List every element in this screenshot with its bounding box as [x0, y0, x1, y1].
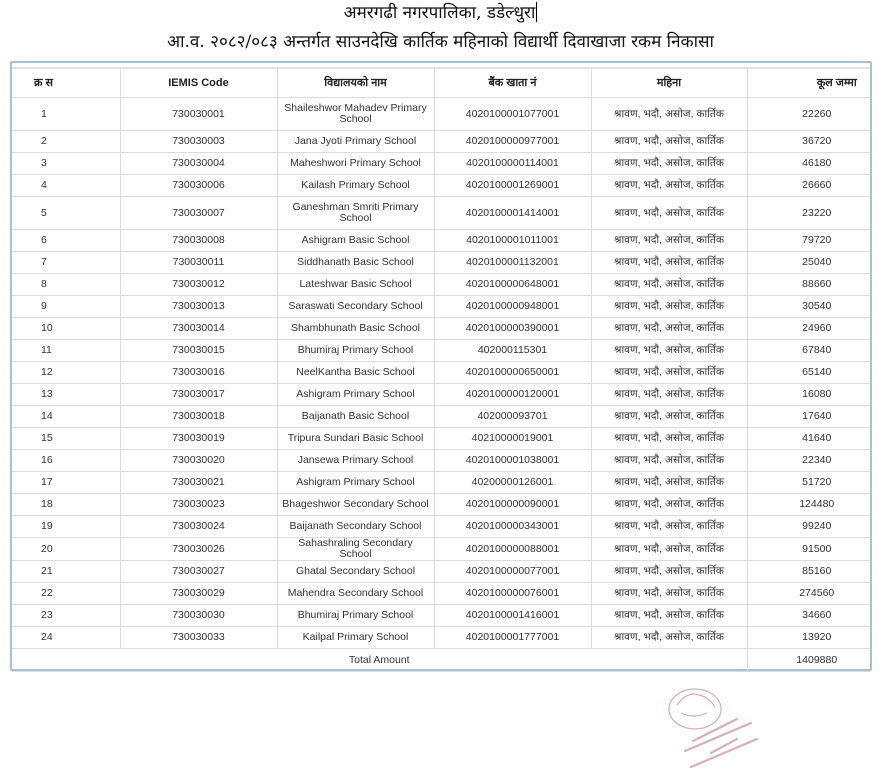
- cell-bank-account: 40200000126001: [434, 472, 591, 494]
- cell-months: श्रावण, भदौ, असोज, कार्तिक: [591, 538, 747, 561]
- cell-sn: 9: [12, 296, 120, 318]
- cell-bank-account: 402000093701: [434, 406, 591, 428]
- cell-iemis-code: 730030027: [120, 561, 277, 583]
- cell-amount: 13920: [747, 627, 870, 649]
- cell-bank-account: 4020100001269001: [434, 175, 591, 197]
- cell-iemis-code: 730030030: [120, 605, 277, 627]
- table-row: [12, 98, 870, 131]
- page-title: [0, 2, 881, 24]
- cell-school-name: Ashigram Basic School: [277, 230, 434, 252]
- cell-iemis-code: 730030012: [120, 274, 277, 296]
- cell-amount: 91500: [747, 538, 870, 561]
- cell-months: श्रावण, भदौ, असोज, कार्तिक: [591, 252, 747, 274]
- cell-amount: 16080: [747, 384, 870, 406]
- cell-school-name: Kailash Primary School: [277, 175, 434, 197]
- table-row: [12, 230, 870, 252]
- cell-amount: 41640: [747, 428, 870, 450]
- table-row: [12, 406, 870, 428]
- cell-months: श्रावण, भदौ, असोज, कार्तिक: [591, 605, 747, 627]
- table-row: [12, 583, 870, 605]
- cell-sn: 20: [12, 538, 120, 561]
- cell-bank-account: 402000115301: [434, 340, 591, 362]
- table-row: [12, 153, 870, 175]
- cell-sn: 8: [12, 274, 120, 296]
- cell-months: श्रावण, भदौ, असोज, कार्तिक: [591, 472, 747, 494]
- cell-iemis-code: 730030015: [120, 340, 277, 362]
- cell-school-name: Saraswati Secondary School: [277, 296, 434, 318]
- cell-bank-account: 4020100000090001: [434, 494, 591, 516]
- cell-amount: 34660: [747, 605, 870, 627]
- cell-bank-account: 4020100000114001: [434, 153, 591, 175]
- cell-sn: 6: [12, 230, 120, 252]
- cell-months: श्रावण, भदौ, असोज, कार्तिक: [591, 230, 747, 252]
- cell-school-name: Kailpal Primary School: [277, 627, 434, 649]
- table-row: [12, 362, 870, 384]
- cell-iemis-code: 730030004: [120, 153, 277, 175]
- cell-sn: 18: [12, 494, 120, 516]
- cell-months: श्रावण, भदौ, असोज, कार्तिक: [591, 197, 747, 230]
- cell-iemis-code: 730030026: [120, 538, 277, 561]
- cell-amount: 88660: [747, 274, 870, 296]
- cell-amount: 25040: [747, 252, 870, 274]
- cell-amount: 30540: [747, 296, 870, 318]
- cell-iemis-code: 730030016: [120, 362, 277, 384]
- seal-text-line-3: [711, 739, 737, 753]
- cell-iemis-code: 730030007: [120, 197, 277, 230]
- cell-amount: 23220: [747, 197, 870, 230]
- cell-amount: 124480: [747, 494, 870, 516]
- seal-emblem-mountain: [677, 694, 715, 707]
- cell-sn: 17: [12, 472, 120, 494]
- table-row: [12, 296, 870, 318]
- cell-iemis-code: 730030023: [120, 494, 277, 516]
- text-cursor: [536, 2, 537, 22]
- seal-emblem: [669, 689, 721, 729]
- cell-iemis-code: 730030003: [120, 131, 277, 153]
- table-spacer-row: [12, 672, 870, 678]
- column-header-account: बैंक खाता नं: [434, 68, 591, 98]
- cell-bank-account: 4020100001038001: [434, 450, 591, 472]
- cell-months: श्रावण, भदौ, असोज, कार्तिक: [591, 318, 747, 340]
- cell-school-name: Ganeshman Smriti Primary School: [277, 197, 434, 230]
- table-frame: [10, 61, 872, 671]
- cell-school-name: Ashigram Primary School: [277, 472, 434, 494]
- cell-amount: 17640: [747, 406, 870, 428]
- cell-bank-account: 4020100001777001: [434, 627, 591, 649]
- cell-amount: 85160: [747, 561, 870, 583]
- cell-bank-account: 4020100000977001: [434, 131, 591, 153]
- cell-bank-account: 4020100000076001: [434, 583, 591, 605]
- cell-school-name: Sahashraling Secondary School: [277, 538, 434, 561]
- cell-iemis-code: 730030011: [120, 252, 277, 274]
- cell-sn: 7: [12, 252, 120, 274]
- cell-school-name: Bhumiraj Primary School: [277, 340, 434, 362]
- cell-months: श्रावण, भदौ, असोज, कार्तिक: [591, 583, 747, 605]
- table-row: [12, 605, 870, 627]
- table-row: [12, 131, 870, 153]
- cell-school-name: Tripura Sundari Basic School: [277, 428, 434, 450]
- cell-months: श्रावण, भदौ, असोज, कार्तिक: [591, 384, 747, 406]
- table-row: [12, 384, 870, 406]
- column-header-amount: कूल जम्मा: [747, 68, 870, 98]
- cell-months: श्रावण, भदौ, असोज, कार्तिक: [591, 428, 747, 450]
- cell-months: श्रावण, भदौ, असोज, कार्तिक: [591, 98, 747, 131]
- cell-school-name: Maheshwori Primary School: [277, 153, 434, 175]
- cell-iemis-code: 730030018: [120, 406, 277, 428]
- cell-sn: 13: [12, 384, 120, 406]
- cell-school-name: Siddhanath Basic School: [277, 252, 434, 274]
- column-header-sn: क्र स: [12, 68, 120, 98]
- cell-school-name: Jansewa Primary School: [277, 450, 434, 472]
- cell-iemis-code: 730030033: [120, 627, 277, 649]
- cell-bank-account: 4020100001414001: [434, 197, 591, 230]
- cell-months: श्रावण, भदौ, असोज, कार्तिक: [591, 561, 747, 583]
- cell-amount: 51720: [747, 472, 870, 494]
- cell-months: श्रावण, भदौ, असोज, कार्तिक: [591, 450, 747, 472]
- cell-amount: 46180: [747, 153, 870, 175]
- cell-school-name: Ashigram Primary School: [277, 384, 434, 406]
- cell-months: श्रावण, भदौ, असोज, कार्तिक: [591, 131, 747, 153]
- table-row: [12, 252, 870, 274]
- cell-amount: 65140: [747, 362, 870, 384]
- cell-bank-account: 4020100000343001: [434, 516, 591, 538]
- cell-sn: 2: [12, 131, 120, 153]
- cell-months: श्रावण, भदौ, असोज, कार्तिक: [591, 153, 747, 175]
- municipality-title: अमरगढी नगरपालिका, डडेल्धुरा: [343, 3, 536, 23]
- cell-amount: 26660: [747, 175, 870, 197]
- cell-bank-account: 4020100000948001: [434, 296, 591, 318]
- table-row: [12, 340, 870, 362]
- cell-iemis-code: 730030008: [120, 230, 277, 252]
- table-row: [12, 472, 870, 494]
- cell-school-name: Jana Jyoti Primary School: [277, 131, 434, 153]
- cell-sn: 21: [12, 561, 120, 583]
- cell-amount: 22260: [747, 98, 870, 131]
- cell-amount: 24960: [747, 318, 870, 340]
- cell-sn: 23: [12, 605, 120, 627]
- disbursement-table: [12, 67, 870, 677]
- cell-sn: 24: [12, 627, 120, 649]
- cell-amount: 79720: [747, 230, 870, 252]
- total-row: [12, 649, 870, 672]
- cell-bank-account: 4020100001132001: [434, 252, 591, 274]
- cell-amount: 36720: [747, 131, 870, 153]
- cell-months: श्रावण, भदौ, असोज, कार्तिक: [591, 494, 747, 516]
- cell-months: श्रावण, भदौ, असोज, कार्तिक: [591, 340, 747, 362]
- column-header-school: विद्यालयको नाम: [277, 68, 434, 98]
- cell-iemis-code: 730030006: [120, 175, 277, 197]
- cell-bank-account: 40210000019001: [434, 428, 591, 450]
- cell-iemis-code: 730030001: [120, 98, 277, 131]
- table-row: [12, 175, 870, 197]
- cell-sn: 11: [12, 340, 120, 362]
- cell-amount: 274560: [747, 583, 870, 605]
- cell-amount: 22340: [747, 450, 870, 472]
- cell-amount: 67840: [747, 340, 870, 362]
- cell-sn: 1: [12, 98, 120, 131]
- table-row: [12, 428, 870, 450]
- cell-sn: 14: [12, 406, 120, 428]
- cell-bank-account: 4020100000120001: [434, 384, 591, 406]
- column-header-iemis: IEMIS Code: [120, 68, 277, 98]
- table-row: [12, 516, 870, 538]
- cell-sn: 15: [12, 428, 120, 450]
- cell-sn: 16: [12, 450, 120, 472]
- cell-months: श्रावण, भदौ, असोज, कार्तिक: [591, 362, 747, 384]
- cell-iemis-code: 730030024: [120, 516, 277, 538]
- cell-sn: 22: [12, 583, 120, 605]
- cell-school-name: NeelKantha Basic School: [277, 362, 434, 384]
- cell-school-name: Ghatal Secondary School: [277, 561, 434, 583]
- seal-emblem-arc: [681, 713, 707, 716]
- cell-school-name: Mahendra Secondary School: [277, 583, 434, 605]
- cell-iemis-code: 730030013: [120, 296, 277, 318]
- table-row: [12, 197, 870, 230]
- official-seal-stamp: [655, 683, 770, 771]
- table-row: [12, 450, 870, 472]
- cell-months: श्रावण, भदौ, असोज, कार्तिक: [591, 516, 747, 538]
- cell-school-name: Lateshwar Basic School: [277, 274, 434, 296]
- table-row: [12, 538, 870, 561]
- table-row: [12, 318, 870, 340]
- cell-bank-account: 4020100000088001: [434, 538, 591, 561]
- cell-iemis-code: 730030021: [120, 472, 277, 494]
- cell-school-name: Shaileshwor Mahadev Primary School: [277, 98, 434, 131]
- cell-sn: 5: [12, 197, 120, 230]
- cell-months: श्रावण, भदौ, असोज, कार्तिक: [591, 274, 747, 296]
- table-row: [12, 274, 870, 296]
- total-label: Total Amount: [12, 649, 747, 672]
- cell-bank-account: 4020100000650001: [434, 362, 591, 384]
- cell-sn: 12: [12, 362, 120, 384]
- cell-amount: 99240: [747, 516, 870, 538]
- cell-bank-account: 4020100000390001: [434, 318, 591, 340]
- page-subtitle: आ.व. २०८२/०८३ अन्तर्गत साउनदेखि कार्तिक महिनाको विद्यार्थी दिवाखाजा रकम निकासा: [167, 32, 714, 52]
- cell-school-name: Bhageshwor Secondary School: [277, 494, 434, 516]
- cell-bank-account: 4020100001416001: [434, 605, 591, 627]
- table-header-row: [12, 68, 870, 98]
- table-row: [12, 494, 870, 516]
- cell-bank-account: 4020100000077001: [434, 561, 591, 583]
- cell-bank-account: 4020100001011001: [434, 230, 591, 252]
- cell-bank-account: 4020100000648001: [434, 274, 591, 296]
- cell-bank-account: 4020100001077001: [434, 98, 591, 131]
- cell-iemis-code: 730030014: [120, 318, 277, 340]
- cell-months: श्रावण, भदौ, असोज, कार्तिक: [591, 296, 747, 318]
- cell-sn: 19: [12, 516, 120, 538]
- cell-iemis-code: 730030029: [120, 583, 277, 605]
- total-value: 1409880: [747, 649, 870, 672]
- cell-sn: 10: [12, 318, 120, 340]
- cell-school-name: Shambhunath Basic School: [277, 318, 434, 340]
- cell-months: श्रावण, भदौ, असोज, कार्तिक: [591, 627, 747, 649]
- cell-school-name: Baijanath Secondary School: [277, 516, 434, 538]
- cell-iemis-code: 730030017: [120, 384, 277, 406]
- cell-sn: 4: [12, 175, 120, 197]
- cell-school-name: Bhumiraj Primary School: [277, 605, 434, 627]
- table-row: [12, 627, 870, 649]
- cell-school-name: Baijanath Basic School: [277, 406, 434, 428]
- cell-months: श्रावण, भदौ, असोज, कार्तिक: [591, 406, 747, 428]
- cell-sn: 3: [12, 153, 120, 175]
- cell-iemis-code: 730030020: [120, 450, 277, 472]
- table-row: [12, 561, 870, 583]
- column-header-months: महिना: [591, 68, 747, 98]
- cell-months: श्रावण, भदौ, असोज, कार्तिक: [591, 175, 747, 197]
- cell-iemis-code: 730030019: [120, 428, 277, 450]
